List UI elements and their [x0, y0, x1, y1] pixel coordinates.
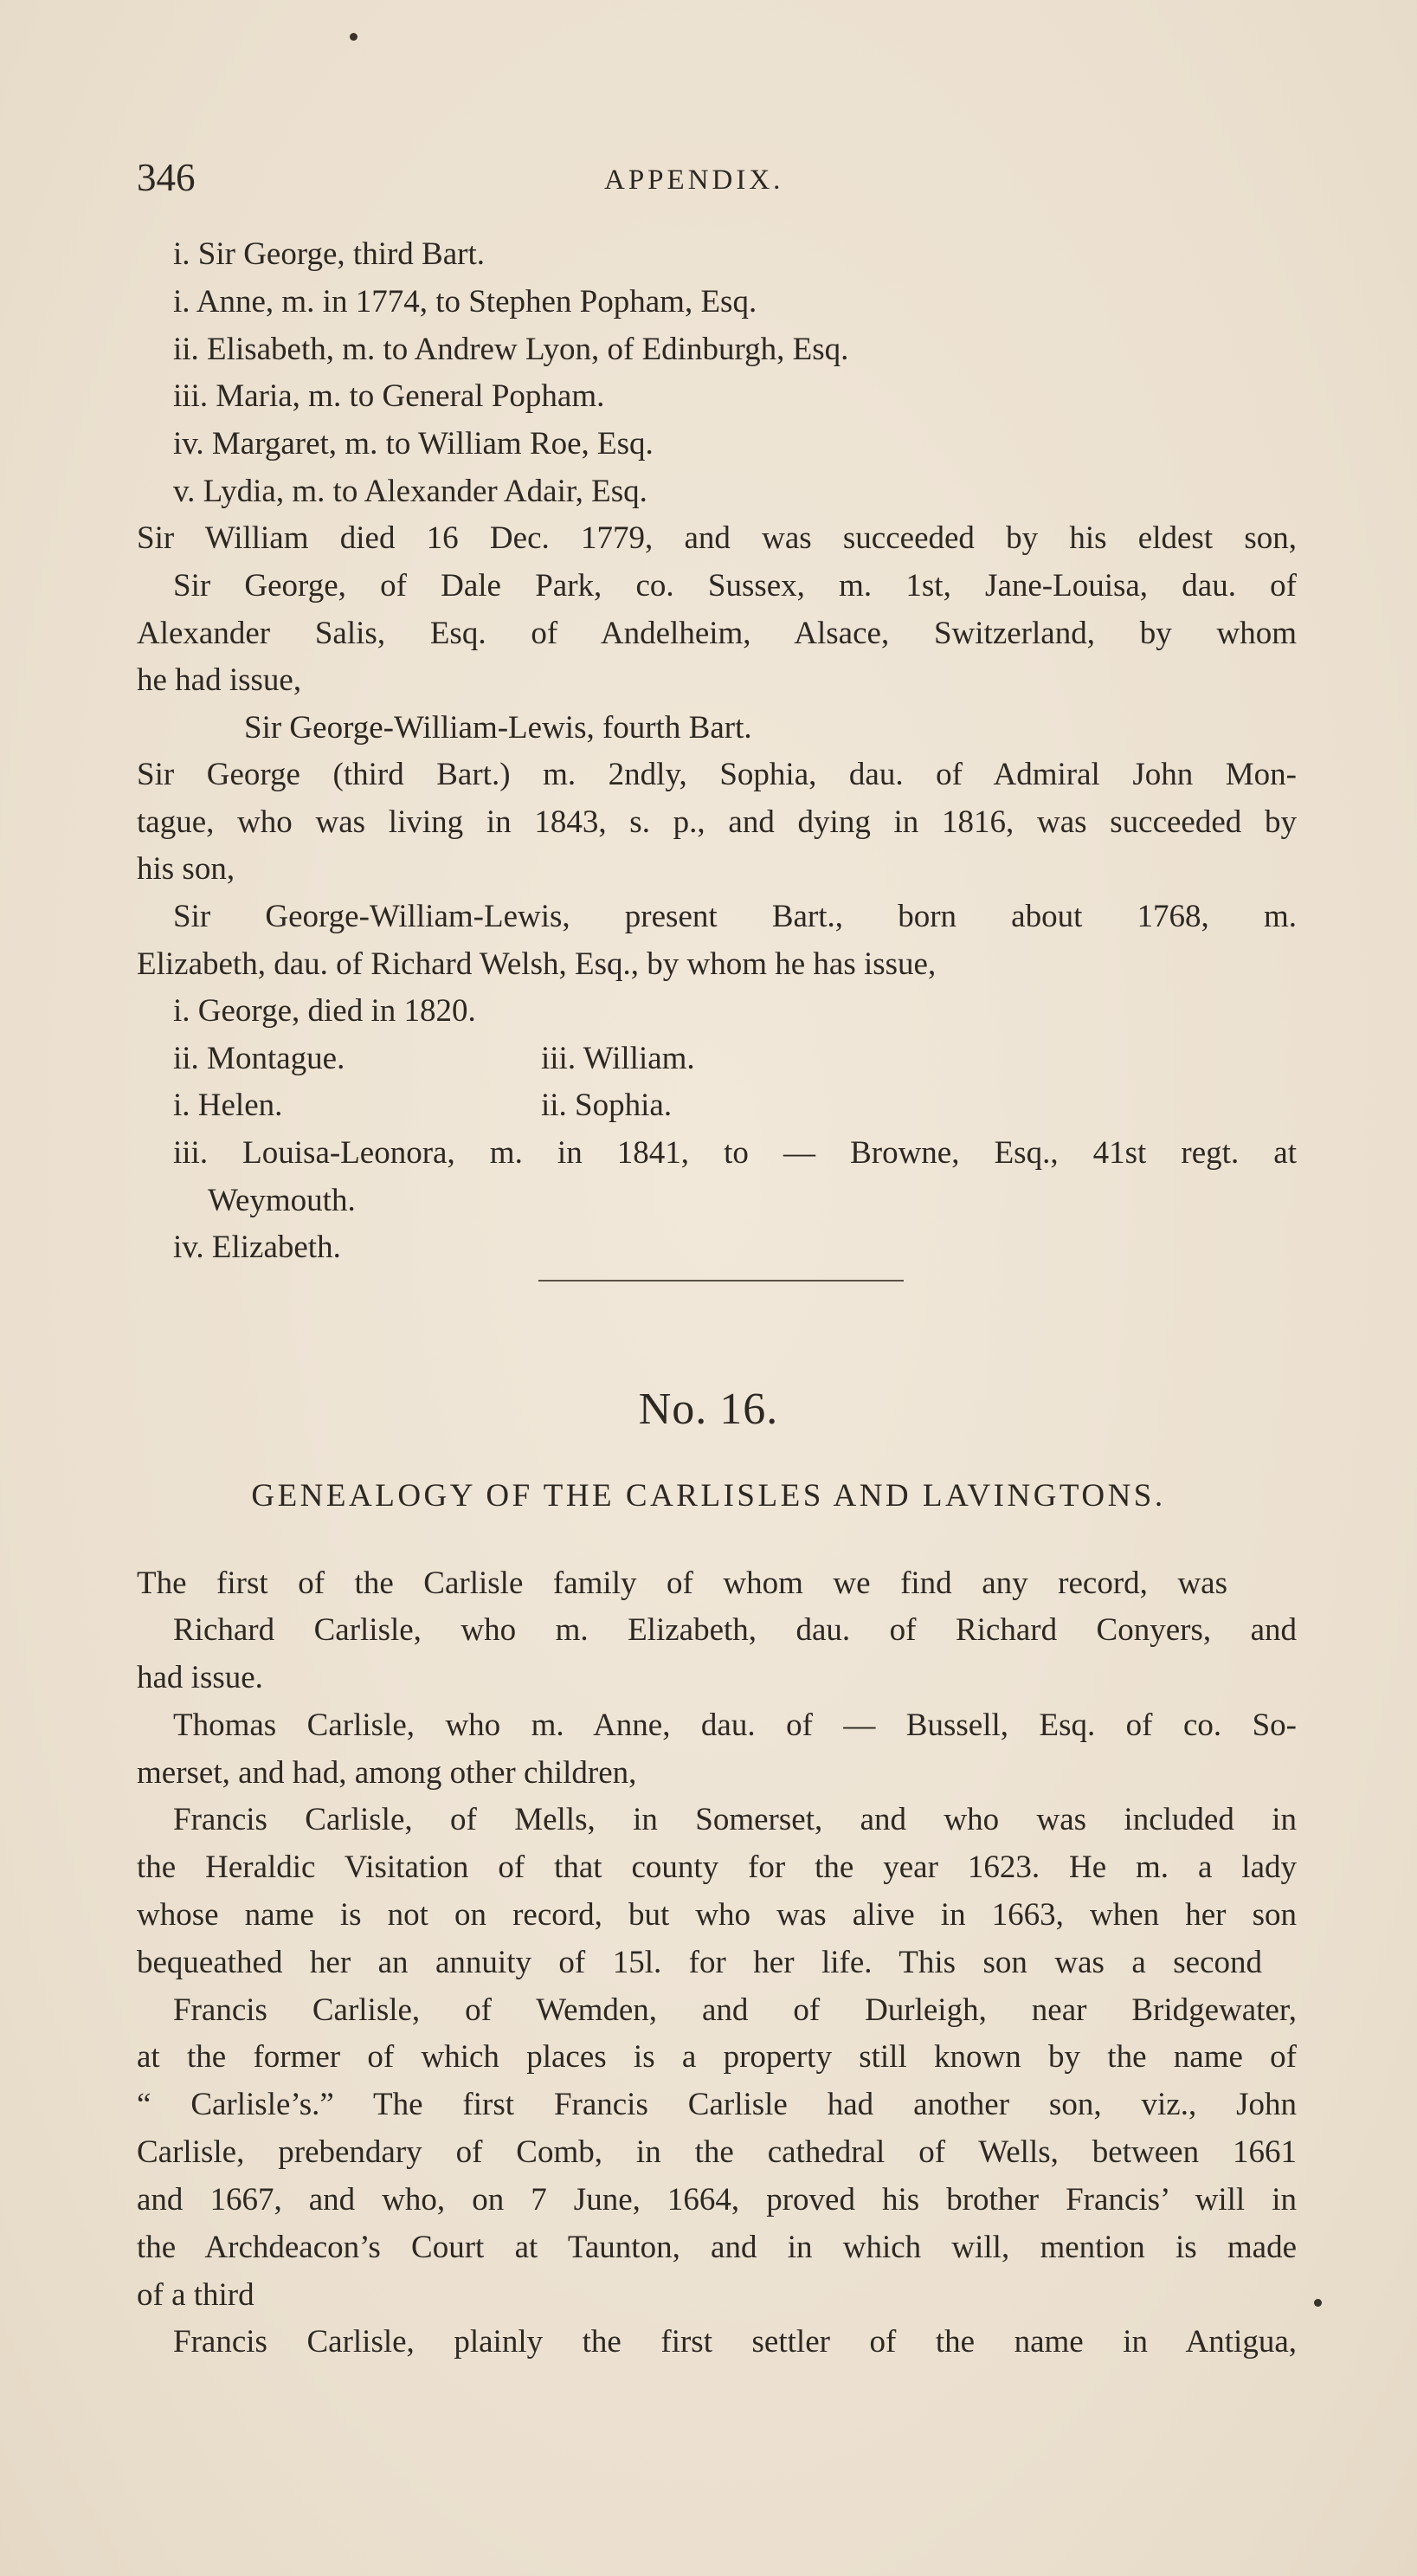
text-line: i. Sir George, third Bart.: [173, 236, 486, 272]
text-line: tague, who was living in 1843, s. p., and dying in 1816, was succeeded by: [137, 804, 1297, 840]
text-line: Sir George (third Bart.) m. 2ndly, Sophia, dau. of Admiral John Mon-: [137, 757, 1297, 792]
text-line: at the former of which places is a property still known by the name of: [137, 2039, 1297, 2075]
text-line: of a third: [137, 2277, 254, 2313]
text-line: had issue.: [137, 1660, 263, 1695]
ink-speck: [1314, 2299, 1322, 2307]
text-line: Sir George-William-Lewis, fourth Bart.: [244, 710, 752, 746]
text-line: i. George, died in 1820.: [173, 993, 476, 1029]
text-line: Alexander Salis, Esq. of Andelheim, Alsace, Switzerland, by whom: [137, 616, 1297, 651]
text-line: “ Carlisle’s.” The first Francis Carlisle had another son, viz., John: [137, 2087, 1297, 2122]
text-line: Richard Carlisle, who m. Elizabeth, dau. of Richard Conyers, and: [173, 1612, 1297, 1648]
text-line: iii. Maria, m. to General Popham.: [173, 378, 605, 414]
text-line: Sir George-William-Lewis, present Bart., born about 1768, m.: [173, 899, 1297, 934]
text-line: he had issue,: [137, 662, 302, 698]
ink-speck: [350, 33, 357, 41]
text-line: bequeathed her an annuity of 15l. for her life. This son was a second: [137, 1945, 1262, 1980]
text-line: iv. Elizabeth.: [173, 1230, 341, 1265]
text-line: i. Anne, m. in 1774, to Stephen Popham, Esq.: [173, 284, 757, 320]
text-line: Weymouth.: [208, 1183, 356, 1218]
text-line: and 1667, and who, on 7 June, 1664, proved his brother Francis’ will in: [137, 2182, 1297, 2218]
text-line: whose name is not on record, but who was alive in 1663, when her son: [137, 1897, 1297, 1933]
text-line: v. Lydia, m. to Alexander Adair, Esq.: [173, 474, 647, 509]
section-number: No. 16.: [638, 1385, 779, 1434]
text-line: Francis Carlisle, plainly the first settler of the name in Antigua,: [173, 2324, 1297, 2360]
text-line: iii. William.: [541, 1041, 695, 1076]
page-number: 346: [137, 156, 196, 199]
running-title: APPENDIX.: [604, 165, 784, 196]
text-line: his son,: [137, 851, 235, 887]
text-line: ii. Elisabeth, m. to Andrew Lyon, of Edinburgh, Esq.: [173, 332, 849, 367]
section-title: GENEALOGY OF THE CARLISLES AND LAVINGTONS.: [251, 1478, 1166, 1514]
text-line: ii. Sophia.: [541, 1088, 673, 1123]
text-line: ii. Montague.: [173, 1041, 345, 1076]
text-line: i. Helen.: [173, 1088, 283, 1123]
text-line: merset, and had, among other children,: [137, 1755, 637, 1791]
section-divider: [538, 1280, 904, 1282]
text-line: Sir William died 16 Dec. 1779, and was succeeded by his eldest son,: [137, 520, 1297, 556]
text-line: Thomas Carlisle, who m. Anne, dau. of — Bussell, Esq. of co. So-: [173, 1708, 1297, 1743]
text-line: Francis Carlisle, of Wemden, and of Durleigh, near Bridgewater,: [173, 1992, 1297, 2028]
text-line: iv. Margaret, m. to William Roe, Esq.: [173, 426, 654, 462]
text-line: Sir George, of Dale Park, co. Sussex, m. 1st, Jane-Louisa, dau. of: [173, 568, 1297, 604]
text-line: Francis Carlisle, of Mells, in Somerset, and who was included in: [173, 1802, 1297, 1837]
text-line: The first of the Carlisle family of whom we find any record, was: [137, 1566, 1227, 1601]
text-line: the Heraldic Visitation of that county for the year 1623. He m. a lady: [137, 1850, 1297, 1885]
text-line: Elizabeth, dau. of Richard Welsh, Esq., by whom he has issue,: [137, 946, 937, 982]
text-line: the Archdeacon’s Court at Taunton, and in which will, mention is made: [137, 2230, 1297, 2265]
text-line: iii. Louisa-Leonora, m. in 1841, to — Browne, Esq., 41st regt. at: [173, 1135, 1297, 1171]
text-line: Carlisle, prebendary of Comb, in the cathedral of Wells, between 1661: [137, 2134, 1297, 2170]
